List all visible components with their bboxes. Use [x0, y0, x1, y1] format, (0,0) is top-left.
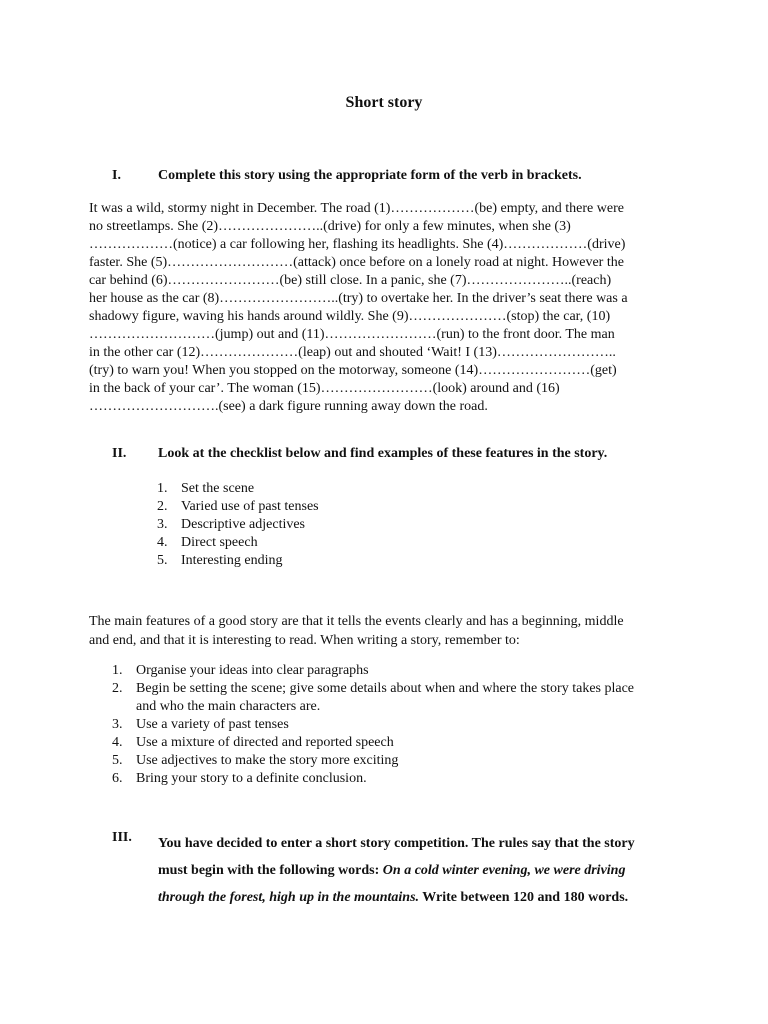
- list-text: Use a variety of past tenses: [136, 717, 289, 732]
- list-item: [112, 662, 634, 680]
- features-paragraph: [89, 612, 679, 650]
- list-item: [157, 480, 319, 498]
- instruction-line: You have decided to enter a short story competition. The rules say that the story: [158, 836, 635, 851]
- feature-checklist: [157, 480, 319, 570]
- list-text: Begin be setting the scene; give some details about when and where the story takes place: [136, 681, 635, 696]
- list-text: Bring your story to a definite conclusion.: [136, 771, 367, 786]
- list-number: 1.: [157, 481, 168, 496]
- list-number: 2.: [112, 681, 123, 696]
- story-line: shadowy figure, waving his hands around wildly. She (9)…………………(stop) the car, (10): [89, 309, 611, 324]
- list-text: Direct speech: [181, 535, 258, 550]
- list-number: 3.: [112, 717, 123, 732]
- list-item: [112, 734, 634, 752]
- section-3-instruction: [158, 830, 718, 911]
- story-line: faster. She (5)………………………(attack) once before on a lonely road at night. However the: [89, 255, 624, 270]
- section-2-number: II.: [112, 446, 127, 461]
- list-text: Use a mixture of directed and reported speech: [136, 735, 394, 750]
- story-line: ………………(notice) a car following her, flashing its headlights. She (4)………………(drive): [89, 237, 626, 252]
- list-item: [112, 680, 634, 716]
- list-item: [112, 770, 634, 788]
- list-number: 5.: [157, 553, 168, 568]
- list-item: [157, 534, 319, 552]
- section-3-number: III.: [112, 830, 132, 845]
- page-title: Short story: [345, 94, 423, 111]
- list-text: Descriptive adjectives: [181, 517, 306, 532]
- list-text-continuation: and who the main characters are.: [136, 699, 321, 714]
- section-1-number: I.: [112, 168, 121, 183]
- list-item: [112, 752, 634, 770]
- instruction-text: Write between 120 and 180 words.: [419, 890, 629, 905]
- list-text: Organise your ideas into clear paragraphs: [136, 663, 369, 678]
- paragraph-line: and end, and that it is interesting to read. When writing a story, remember to:: [89, 633, 520, 648]
- section-2-instruction: Look at the checklist below and find examples of these features in the story.: [158, 446, 608, 461]
- story-line: car behind (6)……………………(be) still close. In a panic, she (7)…………………..(reach): [89, 273, 612, 288]
- list-text: Varied use of past tenses: [181, 499, 319, 514]
- story-line: It was a wild, stormy night in December. The road (1)………………(be) empty, and there were: [89, 201, 624, 216]
- story-line: her house as the car (8)……………………..(try) to overtake her. In the driver’s seat there was a: [89, 291, 628, 306]
- paragraph-line: The main features of a good story are that it tells the events clearly and has a beginning, middle: [89, 614, 624, 629]
- instruction-line: [158, 857, 718, 884]
- list-item: [157, 516, 319, 534]
- list-text: Interesting ending: [181, 553, 283, 568]
- instruction-text: must begin with the following words:: [158, 863, 383, 878]
- list-number: 5.: [112, 753, 123, 768]
- list-item: [157, 498, 319, 516]
- list-number: 2.: [157, 499, 168, 514]
- list-number: 4.: [112, 735, 123, 750]
- story-line: (try) to warn you! When you stopped on the motorway, someone (14)……………………(get): [89, 363, 617, 378]
- instruction-line: [158, 884, 718, 911]
- gap-fill-story: [89, 200, 677, 416]
- list-number: 3.: [157, 517, 168, 532]
- list-item: [157, 552, 319, 570]
- list-number: 6.: [112, 771, 123, 786]
- story-line: in the back of your car’. The woman (15)……………………(look) around and (16): [89, 381, 560, 396]
- list-number: 4.: [157, 535, 168, 550]
- story-line: ……………………….(see) a dark figure running away down the road.: [89, 399, 488, 414]
- section-1-instruction: Complete this story using the appropriate form of the verb in brackets.: [158, 168, 582, 183]
- list-item: [112, 716, 634, 734]
- list-number: 1.: [112, 663, 123, 678]
- story-line: no streetlamps. She (2)…………………..(drive) for only a few minutes, when she (3): [89, 219, 571, 234]
- writing-tips-list: [112, 662, 634, 788]
- story-line: in the other car (12)…………………(leap) out and shouted ‘Wait! I (13)……………………..: [89, 345, 616, 360]
- list-text: Use adjectives to make the story more exciting: [136, 753, 399, 768]
- story-line: ………………………(jump) out and (11)……………………(run) to the front door. The man: [89, 327, 615, 342]
- prompt-words: through the forest, high up in the mountains.: [158, 890, 420, 905]
- list-text: Set the scene: [181, 481, 255, 496]
- prompt-words: On a cold winter evening, we were driving: [382, 863, 626, 878]
